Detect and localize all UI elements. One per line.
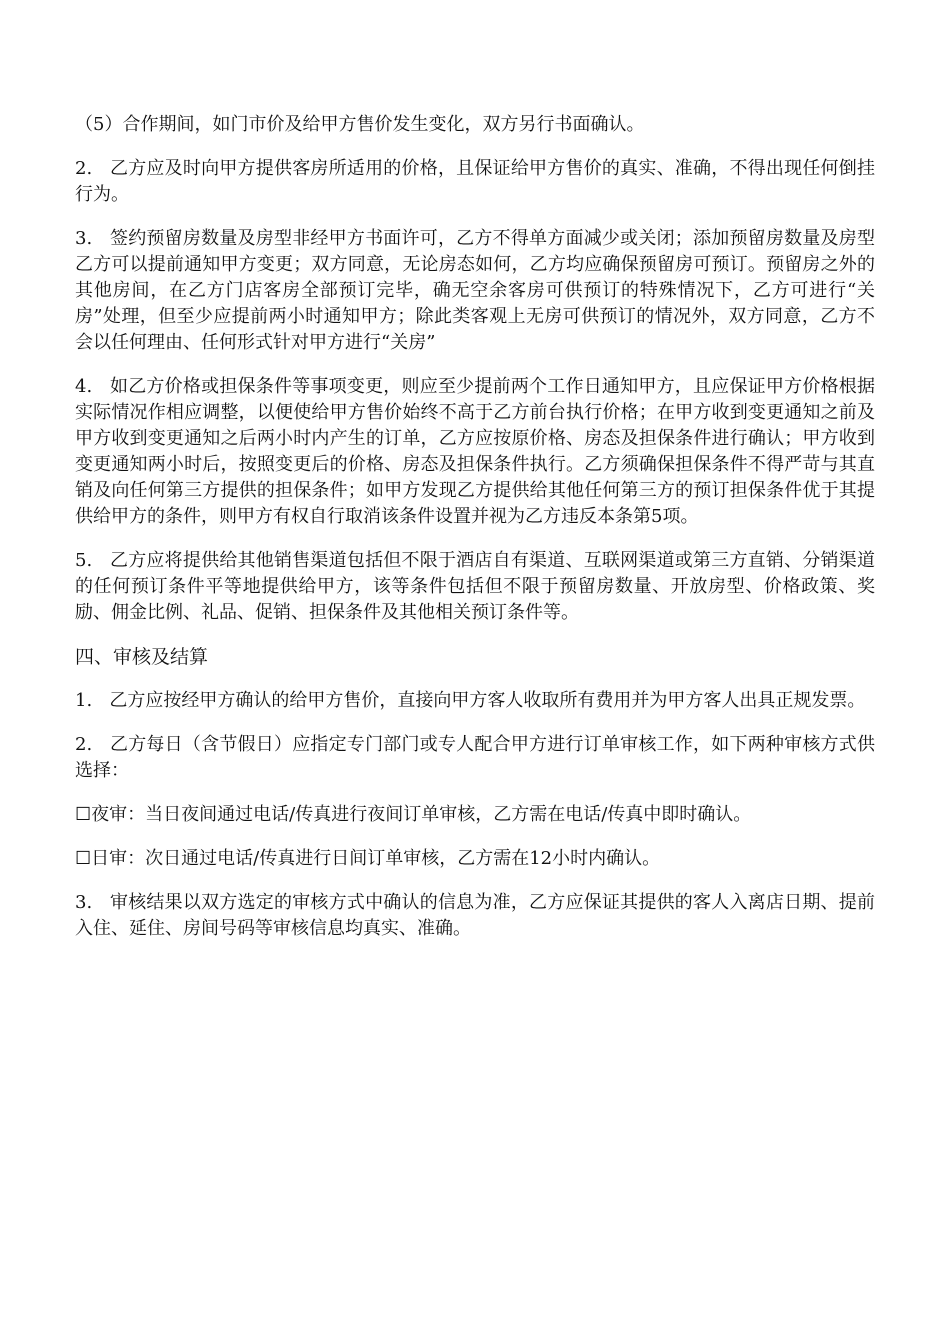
option-day-audit: ☐日审：次日通过电话/传真进行日间订单审核，乙方需在12小时内确认。: [75, 848, 661, 869]
clause-2-pricing: 2. 乙方应及时向甲方提供客房所适用的价格，且保证给甲方售价的真实、准确，不得出现任何倒挂行为。: [75, 158, 875, 205]
option-night-audit: ☐夜审：当日夜间通过电话/传真进行夜间订单审核，乙方需在电话/传真中即时确认。: [75, 804, 752, 825]
clause-5-channel-parity: 5. 乙方应将提供给其他销售渠道包括但不限于酒店自有渠道、互联网渠道或第三方直销、分销渠道的任何预订条件平等地提供给甲方，该等条件包括但不限于预留房数量、开放房型、价格政策、奖励、佣金比例、礼品、促销、担保条件及其他相关预订条件等。: [75, 550, 875, 623]
section-heading-audit-settlement: 四、审核及结算: [75, 646, 209, 668]
clause-3-reserved-rooms: 3. 签约预留房数量及房型非经甲方书面许可，乙方不得单方面减少或关闭；添加预留房数量及房型乙方可以提前通知甲方变更；双方同意，无论房态如何，乙方均应确保预留房可预订。预留房之外的其他房间，在乙方门店客房全部预订完毕，确无空余客房可供预订的特殊情况下，乙方可进行“关房”处理，但至少应提前两小时通知甲方；除此类客观上无房可供预订的情况外，双方同意，乙方不会以任何理由、任何形式针对甲方进行“关房”: [75, 228, 875, 353]
audit-clause-1-invoice: 1. 乙方应按经甲方确认的给甲方售价，直接向甲方客人收取所有费用并为甲方客人出具正规发票。: [75, 690, 866, 711]
clause-5-sub-5: （5）合作期间，如门市价及给甲方售价发生变化，双方另行书面确认。: [75, 114, 645, 135]
document-body: [75, 112, 875, 960]
audit-clause-2-methods: 2. 乙方每日（含节假日）应指定专门部门或专人配合甲方进行订单审核工作，如下两种审核方式供选择：: [75, 734, 875, 781]
audit-clause-3-results: 3. 审核结果以双方选定的审核方式中确认的信息为准，乙方应保证其提供的客人入离店日期、提前入住、延住、房间号码等审核信息均真实、准确。: [75, 892, 875, 939]
clause-4-changes: 4. 如乙方价格或担保条件等事项变更，则应至少提前两个工作日通知甲方，且应保证甲方价格根据实际情况作相应调整，以便使给甲方售价始终不高于乙方前台执行价格；在甲方收到变更通知之前及甲方收到变更通知之后两小时内产生的订单，乙方应按原价格、房态及担保条件进行确认；甲方收到变更通知两小时后，按照变更后的价格、房态及担保条件执行。乙方须确保担保条件不得严苛与其直销及向任何第三方提供的担保条件；如甲方发现乙方提供给其他任何第三方的预订担保条件优于其提供给甲方的条件，则甲方有权自行取消该条件设置并视为乙方违反本条第5项。: [75, 376, 875, 527]
